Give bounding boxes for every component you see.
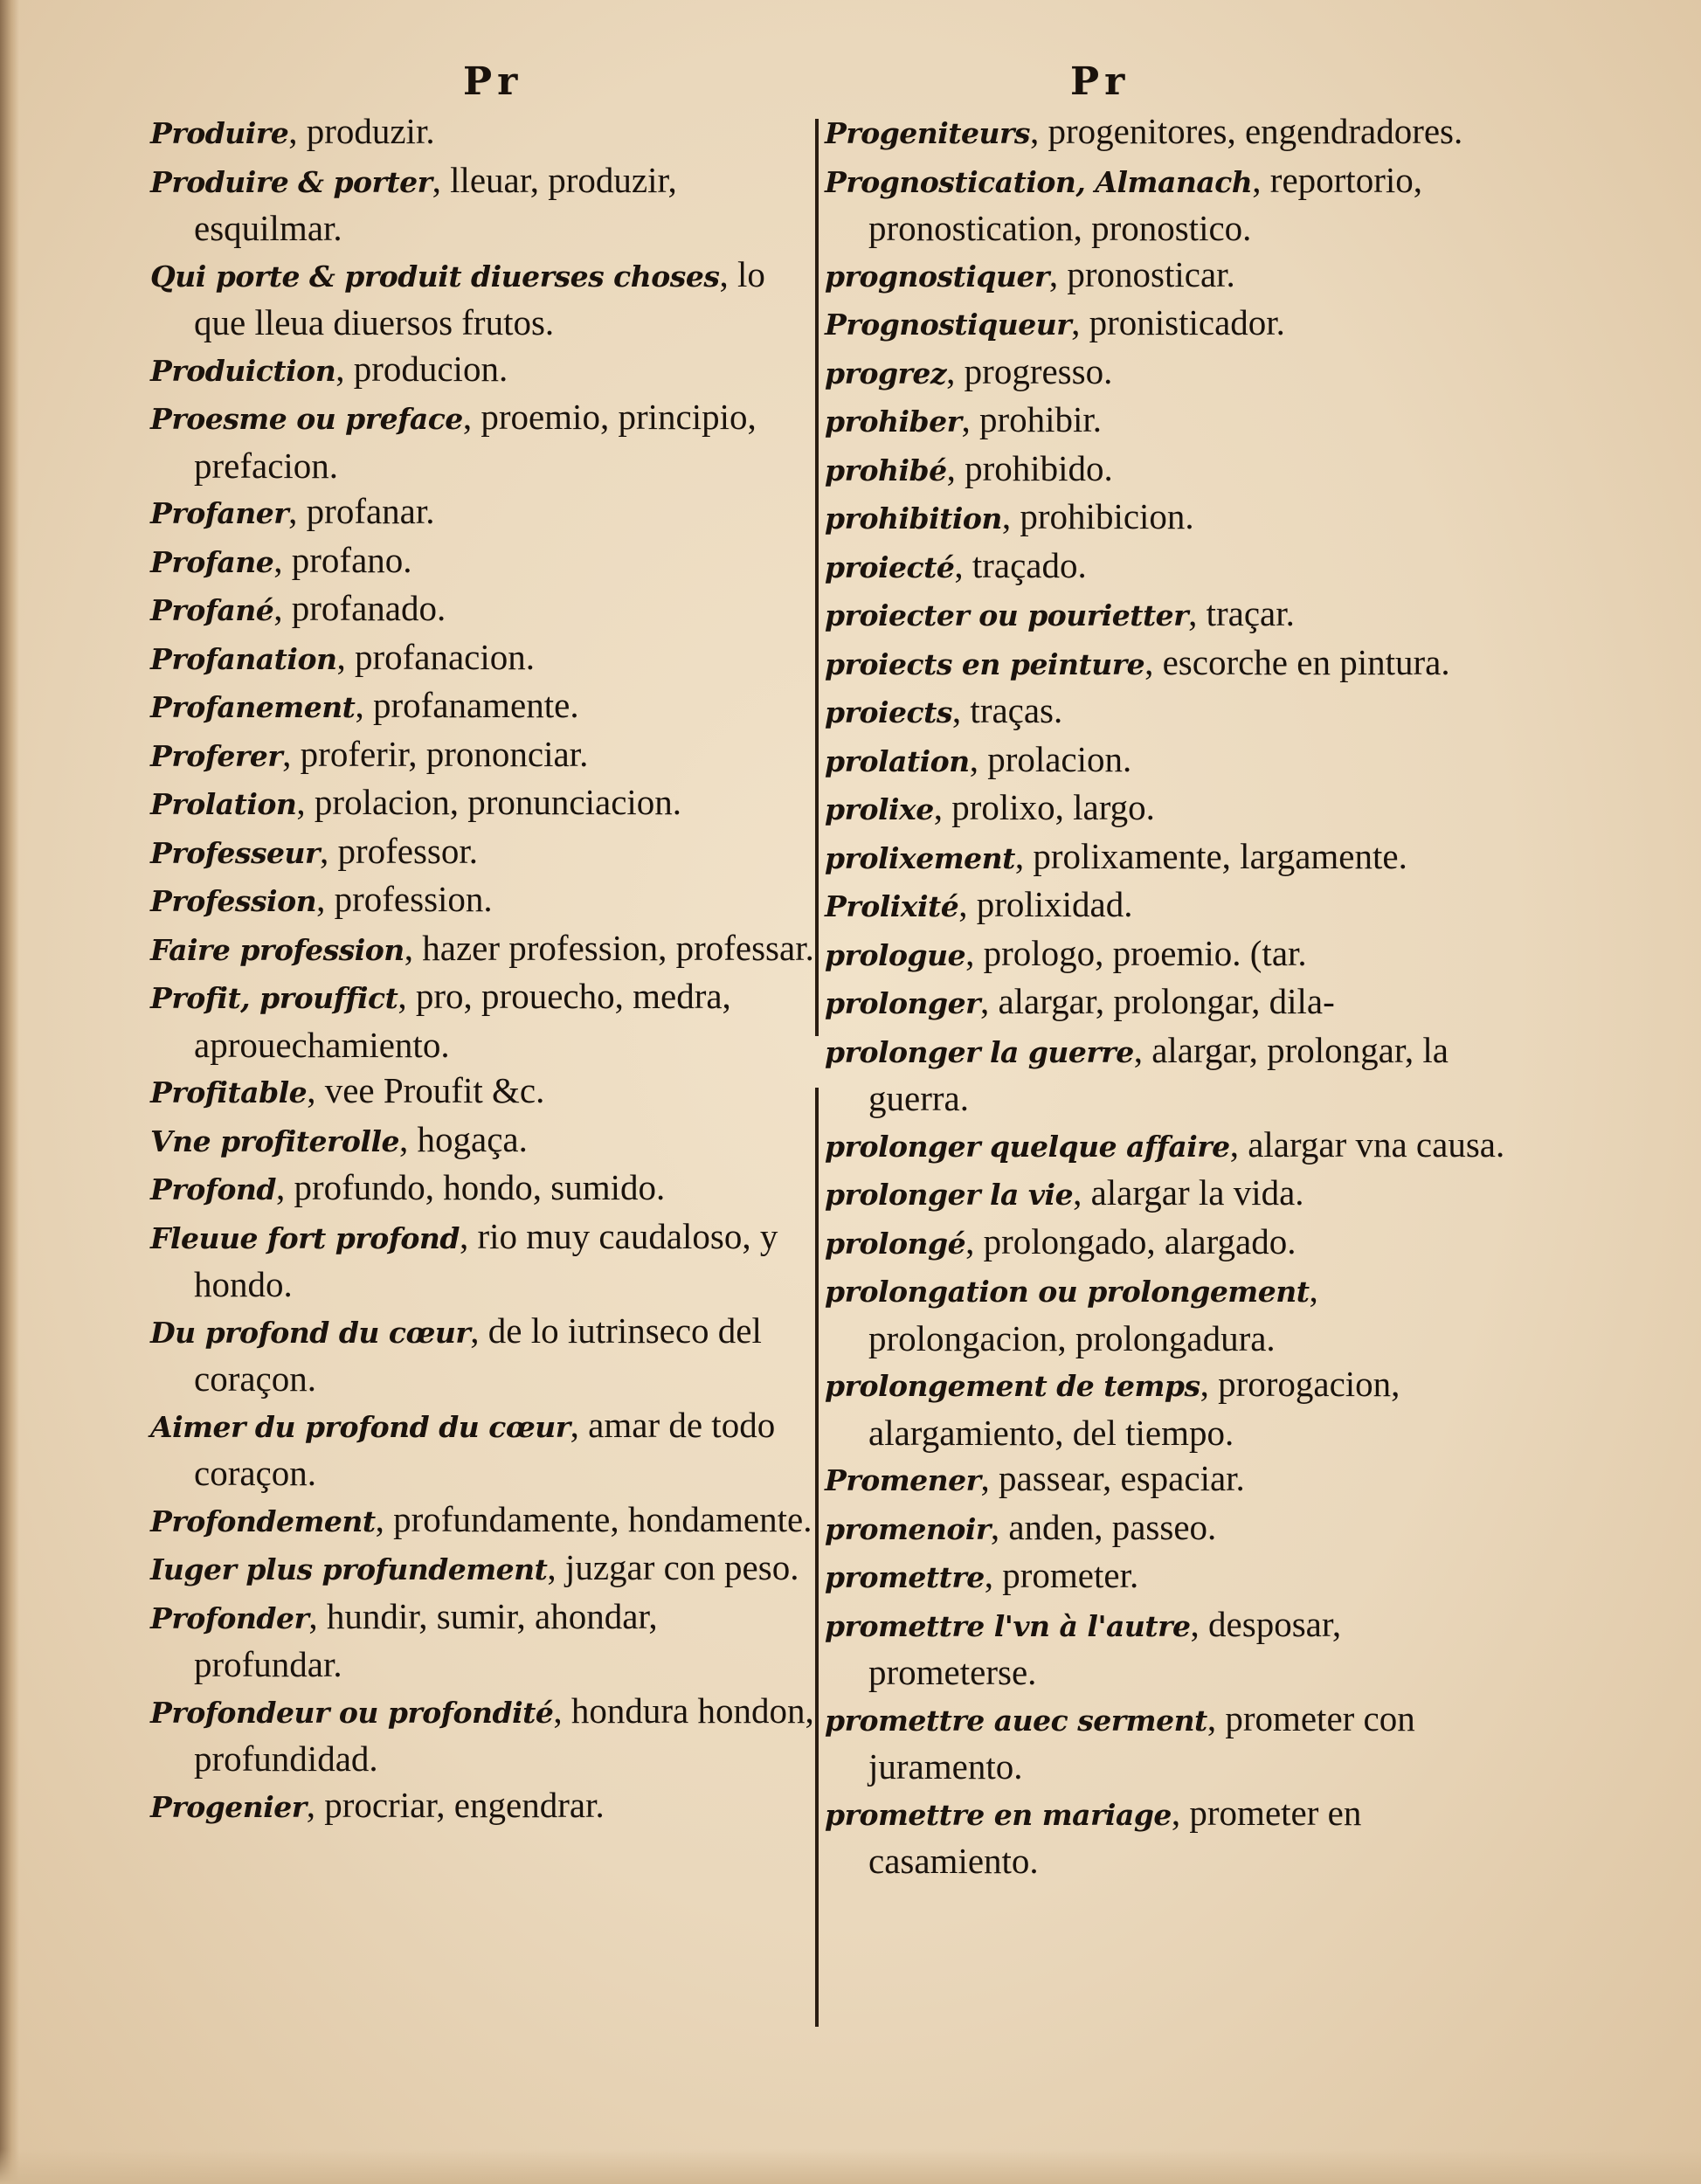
page-bottom-shadow bbox=[0, 2149, 1701, 2184]
entry-headword: Profaner bbox=[150, 496, 289, 530]
entry-headword: Prolation bbox=[150, 787, 297, 821]
entry-translation: , prometer con juramento. bbox=[868, 1697, 1415, 1787]
dictionary-entry bbox=[150, 779, 814, 828]
entry-translation: , profundamente, hondamente. bbox=[375, 1498, 812, 1539]
dictionary-entry bbox=[150, 1593, 814, 1688]
entry-translation: , prorogacion, alargamiento, del tiempo. bbox=[868, 1364, 1400, 1453]
entry-headword: Proesme ou preface bbox=[150, 402, 463, 436]
entry-headword: prohibition bbox=[825, 501, 1002, 536]
dictionary-entry bbox=[150, 1402, 814, 1496]
entry-translation: , hundir, sumir, ahondar, profundar. bbox=[194, 1595, 658, 1684]
dictionary-entry bbox=[150, 1308, 814, 1402]
dictionary-entry bbox=[825, 1027, 1515, 1122]
entry-headword: Fleuue fort profond bbox=[150, 1220, 460, 1255]
entry-headword: Du profond du cœur bbox=[150, 1315, 471, 1350]
dictionary-entry bbox=[825, 494, 1515, 543]
entry-headword: Produire bbox=[150, 116, 289, 150]
dictionary-entry bbox=[150, 828, 814, 877]
entry-translation: , prohibido. bbox=[946, 447, 1113, 488]
dictionary-entry bbox=[150, 252, 814, 346]
entry-translation: , alargar vna causa. bbox=[1229, 1123, 1505, 1165]
entry-headword: promettre auec serment bbox=[825, 1703, 1207, 1738]
entry-translation: , prometer. bbox=[984, 1555, 1139, 1595]
entry-translation: , traçado. bbox=[954, 544, 1087, 585]
entry-headword: promettre en mariage bbox=[825, 1797, 1172, 1832]
dictionary-entry bbox=[150, 1068, 814, 1116]
entry-translation: , proferir, prononciar. bbox=[282, 733, 589, 774]
entry-translation: , pro, prouecho, medra, aprouechamiento. bbox=[194, 976, 731, 1065]
entry-headword: prolonger la vie bbox=[825, 1178, 1074, 1212]
dictionary-entry bbox=[825, 252, 1515, 301]
entry-headword: Aimer du profond du cœur bbox=[150, 1409, 570, 1444]
dictionary-entry bbox=[825, 1219, 1515, 1268]
entry-headword: proiecté bbox=[825, 549, 955, 584]
dictionary-entry bbox=[825, 1122, 1515, 1171]
dictionary-entry bbox=[825, 1696, 1515, 1790]
entry-translation: , pronisticador. bbox=[1071, 302, 1285, 342]
dictionary-entry bbox=[825, 1504, 1515, 1553]
dictionary-entry bbox=[825, 1361, 1515, 1455]
entry-headword: prolixe bbox=[825, 792, 934, 826]
dictionary-entry bbox=[150, 1688, 814, 1782]
entry-headword: Profond bbox=[150, 1172, 276, 1206]
dictionary-entry bbox=[150, 585, 814, 634]
dictionary-entry bbox=[825, 930, 1515, 979]
entry-translation: , lo que lleua diuersos frutos. bbox=[194, 253, 765, 342]
entry-headword: prologue bbox=[825, 937, 966, 972]
entry-translation: , traçar. bbox=[1188, 593, 1295, 633]
entry-headword: Iuger plus profundement bbox=[150, 1552, 548, 1586]
entry-headword: Produire & porter bbox=[150, 164, 432, 199]
entry-translation: , pronosticar. bbox=[1048, 253, 1235, 294]
entry-translation: , professor. bbox=[319, 830, 478, 871]
entry-translation: , producion. bbox=[335, 348, 508, 389]
dictionary-entry bbox=[825, 784, 1515, 833]
dictionary-entry bbox=[150, 394, 814, 488]
dictionary-entry bbox=[825, 1552, 1515, 1601]
entry-translation: , procriar, engendrar. bbox=[306, 1784, 605, 1825]
entry-translation: , profundo, hondo, sumido. bbox=[276, 1167, 666, 1207]
entry-translation: , produzir. bbox=[288, 111, 435, 151]
entry-translation: , progenitores, engendradores. bbox=[1030, 111, 1463, 151]
entry-translation: , prolixo, largo. bbox=[933, 787, 1155, 827]
entry-translation: , alargar, prolongar, dila- bbox=[979, 981, 1335, 1021]
entry-headword: Professeur bbox=[150, 835, 320, 870]
entry-translation: , hogaça. bbox=[399, 1118, 528, 1159]
entry-headword: Profondeur ou profondité bbox=[150, 1695, 554, 1730]
dictionary-entry bbox=[150, 1213, 814, 1308]
entry-headword: Vne profiterolle bbox=[150, 1123, 399, 1158]
column-rule bbox=[815, 119, 819, 1036]
entry-translation: , prolixidad. bbox=[958, 884, 1133, 924]
left-column bbox=[150, 108, 814, 1830]
dictionary-entry bbox=[150, 1496, 814, 1545]
page-edge-shadow bbox=[0, 0, 19, 2184]
entry-translation: , traças. bbox=[951, 690, 1063, 730]
dictionary-entry bbox=[150, 973, 814, 1068]
entry-translation: , passear, espaciar. bbox=[980, 1458, 1245, 1498]
entry-translation: , prohibir. bbox=[961, 399, 1103, 439]
entry-headword: prolation bbox=[825, 743, 970, 778]
dictionary-entry bbox=[150, 634, 814, 683]
dictionary-entry bbox=[825, 1267, 1515, 1361]
entry-translation: , rio muy caudaloso, y hondo. bbox=[194, 1215, 778, 1304]
dictionary-entry bbox=[150, 925, 814, 974]
entry-translation: , prometer en casamiento. bbox=[868, 1792, 1362, 1881]
dictionary-entry bbox=[150, 682, 814, 731]
entry-headword: prolongé bbox=[825, 1226, 966, 1261]
entry-translation: , reportorio, pronostication, pronostico. bbox=[868, 159, 1422, 248]
dictionary-entry bbox=[825, 157, 1515, 252]
entry-headword: Profanement bbox=[150, 690, 356, 724]
entry-translation: , prolongado, alargado. bbox=[965, 1220, 1296, 1261]
entry-headword: Produiction bbox=[150, 353, 336, 388]
dictionary-entry bbox=[150, 346, 814, 395]
dictionary-entry bbox=[150, 876, 814, 925]
dictionary-entry bbox=[825, 300, 1515, 349]
entry-headword: promenoir bbox=[825, 1511, 991, 1546]
entry-translation: , hazer profession, professar. bbox=[404, 927, 814, 968]
entry-headword: Proferer bbox=[150, 738, 283, 773]
dictionary-entry bbox=[825, 736, 1515, 785]
entry-headword: Qui porte & produit diuerses choses bbox=[150, 259, 720, 294]
entry-headword: proiecter ou pourietter bbox=[825, 598, 1189, 632]
entry-translation: , juzgar con peso. bbox=[547, 1547, 799, 1587]
entry-headword: Progeniteurs bbox=[825, 116, 1031, 150]
dictionary-entry bbox=[150, 488, 814, 537]
dictionary-entry bbox=[825, 446, 1515, 494]
entry-headword: prolongement de temps bbox=[825, 1369, 1200, 1403]
entry-headword: prolonger quelque affaire bbox=[825, 1129, 1230, 1164]
dictionary-entry bbox=[150, 1165, 814, 1213]
entry-translation: , hondura hondon, profundidad. bbox=[194, 1690, 814, 1779]
dictionary-entry bbox=[825, 349, 1515, 397]
dictionary-entry bbox=[825, 688, 1515, 736]
dictionary-entry bbox=[825, 639, 1515, 688]
entry-translation: , escorche en pintura. bbox=[1144, 641, 1450, 682]
entry-headword: prolonger la guerre bbox=[825, 1034, 1134, 1069]
left-column-header: Pr bbox=[463, 59, 523, 104]
entry-translation: , alargar la vida. bbox=[1073, 1172, 1304, 1213]
dictionary-entry bbox=[825, 108, 1515, 157]
entry-translation: , profanamente. bbox=[355, 685, 579, 725]
dictionary-entry bbox=[150, 1116, 814, 1165]
entry-headword: prolixement bbox=[825, 840, 1015, 875]
dictionary-entry bbox=[825, 978, 1515, 1027]
entry-headword: prohibé bbox=[825, 453, 947, 487]
entry-translation: , lleuar, produzir, esquilmar. bbox=[194, 159, 677, 248]
entry-translation: , prolacion. bbox=[969, 738, 1132, 779]
entry-headword: Profit, prouffict bbox=[150, 981, 398, 1015]
dictionary-entry bbox=[150, 1782, 814, 1831]
entry-headword: Faire profession bbox=[150, 932, 405, 967]
entry-headword: prolonger bbox=[825, 986, 980, 1020]
entry-translation: , prologo, proemio. (tar. bbox=[965, 932, 1307, 973]
dictionary-entry bbox=[825, 1790, 1515, 1884]
entry-translation: , prolixamente, largamente. bbox=[1014, 835, 1407, 876]
entry-headword: progrez bbox=[825, 356, 947, 390]
entry-headword: Progenier bbox=[150, 1789, 307, 1824]
entry-translation: , anden, passeo. bbox=[990, 1506, 1217, 1547]
entry-headword: Prolixité bbox=[825, 889, 959, 923]
dictionary-entry bbox=[825, 881, 1515, 930]
entry-headword: prognostiquer bbox=[825, 259, 1049, 294]
dictionary-entry bbox=[150, 157, 814, 252]
dictionary-entry bbox=[825, 591, 1515, 639]
entry-translation: , profanacion. bbox=[336, 636, 535, 677]
dictionary-entry bbox=[825, 833, 1515, 882]
entry-translation: , vee Proufit &c. bbox=[307, 1070, 545, 1110]
column-rule bbox=[815, 1088, 819, 2027]
entry-headword: promettre bbox=[825, 1560, 985, 1594]
dictionary-entry bbox=[825, 1455, 1515, 1504]
entry-headword: Profession bbox=[150, 884, 317, 918]
entry-translation: , profano. bbox=[273, 539, 412, 580]
dictionary-entry bbox=[150, 1545, 814, 1593]
right-column-header: Pr bbox=[1070, 59, 1131, 104]
dictionary-entry bbox=[150, 537, 814, 586]
entry-headword: Profane bbox=[150, 544, 274, 579]
entry-translation: , prohibicion. bbox=[1001, 496, 1194, 536]
entry-headword: Profanation bbox=[150, 641, 337, 676]
dictionary-entry bbox=[825, 397, 1515, 446]
entry-headword: Promener bbox=[825, 1463, 981, 1497]
entry-translation: , de lo iutrinseco del coraçon. bbox=[194, 1310, 762, 1399]
entry-headword: proiects en peinture bbox=[825, 646, 1145, 681]
dictionary-entry bbox=[150, 731, 814, 780]
dictionary-entry bbox=[150, 108, 814, 157]
entry-translation: , profanado. bbox=[273, 588, 446, 628]
dictionary-entry bbox=[825, 1170, 1515, 1219]
entry-headword: promettre l'vn à l'autre bbox=[825, 1608, 1191, 1643]
entry-headword: prohiber bbox=[825, 404, 962, 439]
entry-headword: Prognostication, Almanach bbox=[825, 164, 1253, 199]
entry-translation: , prolacion, pronunciacion. bbox=[296, 782, 682, 822]
entry-translation: , profanar. bbox=[288, 491, 435, 531]
dictionary-entry bbox=[825, 543, 1515, 591]
entry-translation: , prolongacion, prolongadura. bbox=[868, 1269, 1318, 1358]
entry-translation: , proemio, principio, prefacion. bbox=[194, 397, 757, 486]
entry-headword: prolongation ou prolongement bbox=[825, 1275, 1310, 1309]
entry-translation: , alargar, prolongar, la guerra. bbox=[868, 1029, 1449, 1118]
right-column bbox=[825, 108, 1515, 1884]
entry-translation: , amar de todo coraçon. bbox=[194, 1404, 776, 1493]
entry-translation: , profession. bbox=[316, 879, 493, 919]
entry-translation: , progresso. bbox=[946, 350, 1113, 391]
entry-headword: Profané bbox=[150, 593, 274, 627]
entry-headword: Prognostiqueur bbox=[825, 308, 1072, 342]
entry-headword: Profitable bbox=[150, 1075, 308, 1109]
entry-headword: proiects bbox=[825, 695, 952, 729]
dictionary-entry bbox=[825, 1601, 1515, 1696]
entry-headword: Profonder bbox=[150, 1600, 309, 1635]
entry-translation: , desposar, prometerse. bbox=[868, 1603, 1342, 1692]
entry-headword: Profondement bbox=[150, 1503, 376, 1538]
